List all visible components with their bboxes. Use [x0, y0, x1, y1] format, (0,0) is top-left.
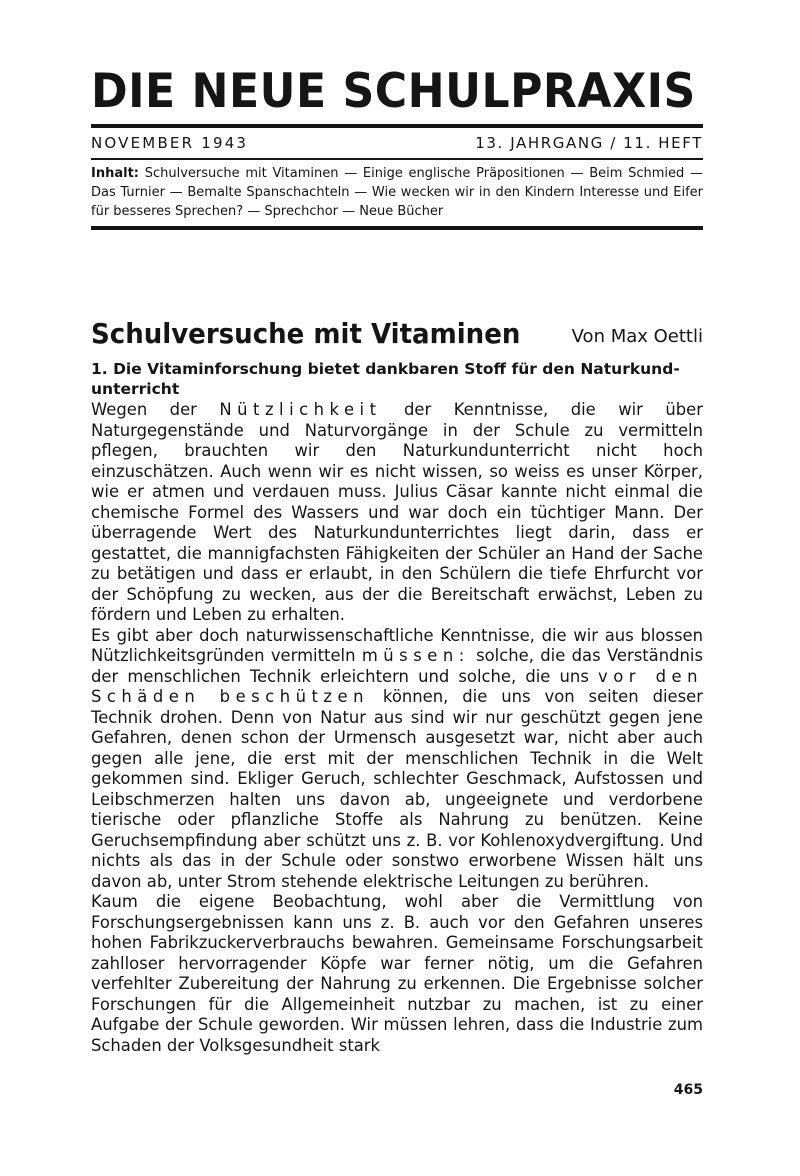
issue-line [91, 133, 703, 153]
section-heading: 1. Die Vitaminforschung bietet dankbaren Stoff für den Naturkund-unterricht [91, 360, 680, 398]
issue-volume: 13. JAHRGANG / 11. HEFT [475, 134, 703, 152]
page-number: 465 [673, 1082, 703, 1098]
journal-title: DIE NEUE SCHULPRAXIS [91, 64, 696, 119]
article-author: Von Max Oettli [571, 326, 703, 347]
issue-rule [91, 158, 703, 160]
paragraph: Wegen der Nützlichkeit der Kenntnisse, die wir über Naturgegenstände und Naturvorgänge in der Schule zu vermitteln pflegen, brauchten wir den Naturkundunterricht nicht hoch einzuschätzen. Auch wenn wir es nicht wissen, so weiss es unser Körper, wie er atmen und verdauen muss. Julius Cäsar kannte nicht einmal die chemische Formel des Wassers und war doch ein tüchtiger Mann. Der überragende Wert des Naturkundunterrichtes liegt darin, dass er gestattet, die mannigfachsten Fähigkeiten der Schüler an Hand der Sache zu betätigen und dass er erlaubt, in den Schülern die tiefe Ehrfurcht vor der Schöpfung zu wecken, aus der die Bereitschaft erwächst, Leben zu fördern und Leben zu erhalten. [91, 400, 703, 624]
article-body [91, 400, 703, 1056]
spaced-emphasis: vor den Schäden beschützen [91, 666, 703, 706]
contents-label: Inhalt: [91, 166, 139, 181]
article-header [91, 316, 703, 356]
article-title: Schulversuche mit Vitaminen [91, 317, 521, 350]
spaced-emphasis: Nützlichkeit [219, 400, 382, 419]
paragraph: Es gibt aber doch naturwissenschaftliche Kenntnisse, die wir aus blossen Nützlichkeitsgründen vermitteln müssen: solche, die das Verständnis der menschlichen Technik erleichtern und solche, die uns vor den Schäden beschützen können, die uns von seiten dieser Technik drohen. Denn von Natur aus sind wir nur geschützt gegen jene Gefahren, denen schon der Urmensch ausgesetzt war, nicht aber auch gegen alle jene, die erst mit der menschlichen Technik in die Welt gekommen sind. Ekliger Geruch, schlechter Geschmack, Aufstossen und Leibschmerzen halten uns davon ab, ungeeignete und verdorbene tierische oder pflanzliche Stoffe als Nahrung zu benützen. Keine Geruchsempfindung aber schützt uns z. B. vor Kohlenoxydvergiftung. Und nichts als das in der Schule oder sonstwo erworbene Wissen hält uns davon ab, unter Strom stehende elektrische Leitungen zu berühren. [91, 625, 703, 891]
masthead-rule [91, 124, 703, 128]
spaced-emphasis: müssen: [361, 646, 470, 665]
contents-rule [91, 226, 703, 230]
contents-text: Schulversuche mit Vitaminen — Einige englische Präpositionen — Beim Schmied — Das Turnier — Bemalte Spanschachteln — Wie wecken wir in den Kindern Interesse und Eifer für besseres Sprechen? — Sprechchor — Neue Bücher [91, 166, 703, 219]
paragraph: Kaum die eigene Beobachtung, wohl aber die Vermittlung von Forschungsergebnissen kann uns z. B. auch vor den Gefahren unseres hohen Fabrikzuckerverbrauchs bewahren. Gemeinsame Forschungsarbeit zahlloser hervorragender Köpfe war ferner nötig, um die Gefahren verfehlter Zubereitung der Nahrung zu erkennen. Die Ergebnisse solcher Forschungen für die Allgemeinheit nutzbar zu machen, ist zu einer Aufgabe der Schule geworden. Wir müssen lehren, dass die Industrie zum Schaden der Volksgesundheit stark [91, 892, 703, 1055]
issue-date: NOVEMBER 1943 [91, 134, 249, 152]
table-of-contents [91, 164, 703, 221]
